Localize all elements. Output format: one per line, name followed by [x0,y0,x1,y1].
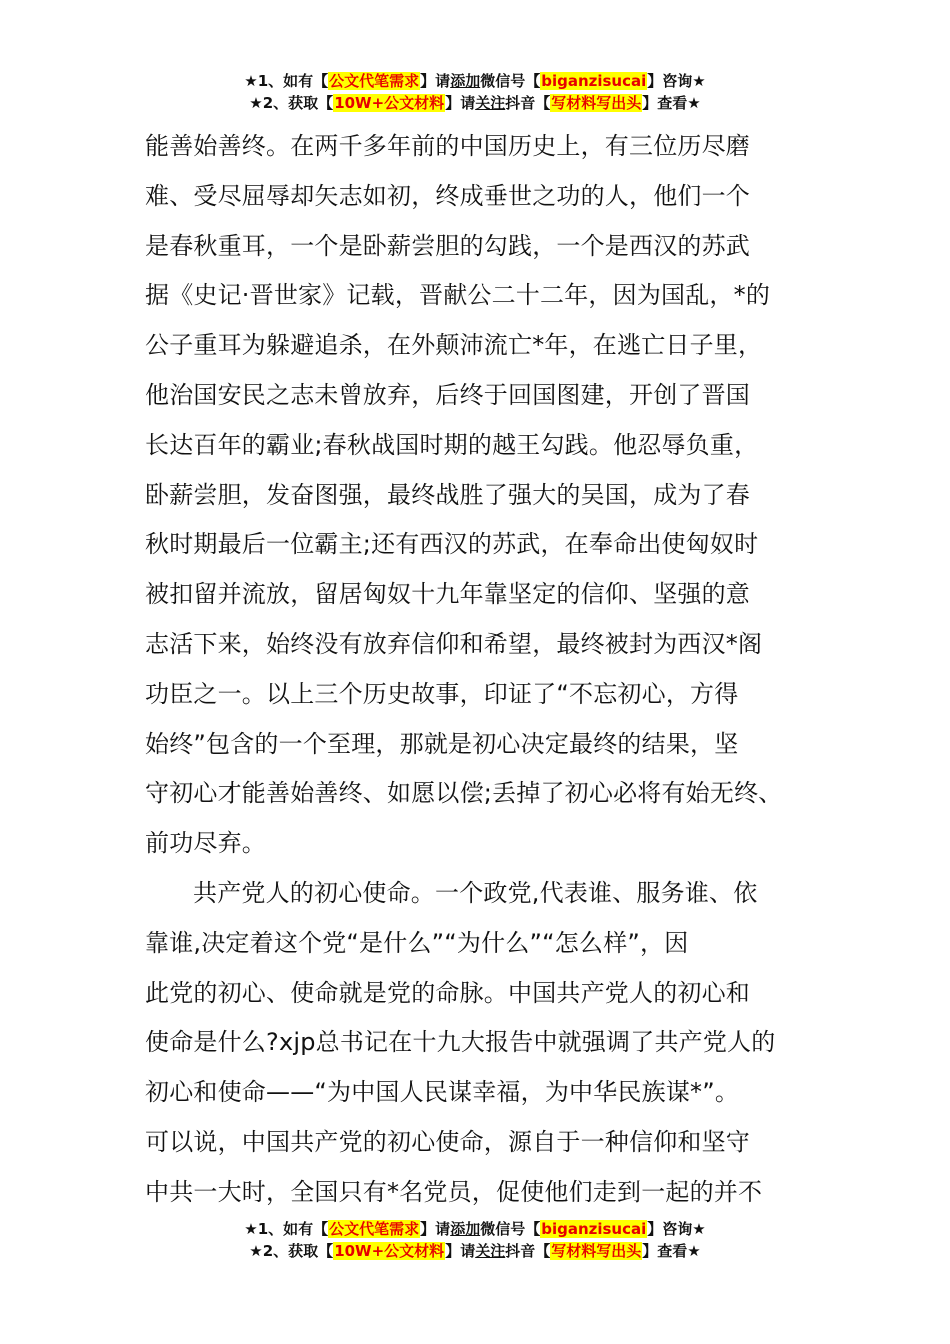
document-body [145,122,825,1218]
banner-line-1 [0,70,950,92]
text-line: 此党的初心、使命就是党的命脉。中国共产党人的初心和 [145,978,750,1007]
underlined-text: 添加 [450,1220,481,1238]
text-line: 使命是什么?xjp总书记在十九大报告中就强调了共产党人的 [145,1028,776,1057]
text-line: 靠谁,决定着这个党“是什么”“为什么”“怎么样”，因 [145,928,689,957]
banner-text: 】查看★ [642,94,701,112]
text-line: 前功尽弃。 [145,829,266,858]
banner-text: 】请 [420,1220,451,1238]
banner-line-2 [0,1240,950,1262]
banner-text: ★2、获取【 [249,94,334,112]
text-line: 被扣留并流放，留居匈奴十九年靠坚定的信仰、坚强的意 [145,580,750,609]
text-line: 守初心才能善始善终、如愿以偿;丢掉了初心必将有始无终、 [145,779,783,808]
header-banner [0,70,950,114]
banner-text: 】请 [445,1242,476,1260]
douyin-highlight: 写材料写出头 [551,94,642,112]
banner-text: 】请 [445,94,476,112]
banner-text: 】咨询★ [647,72,706,90]
douyin-highlight: 写材料写出头 [551,1242,642,1260]
highlight-text: 10W+公文材料 [334,1242,445,1260]
text-line: 他治国安民之志未曾放弃，后终于回国图建，开创了晋国 [145,380,750,409]
text-line: 据《史记·晋世家》记载，晋献公二十二年，因为国乱，*的 [145,281,771,310]
wechat-id-highlight: biganzisucai [541,1220,647,1238]
text-line: 志活下来，始终没有放弃信仰和希望，最终被封为西汉*阁 [145,629,763,658]
text-line: 初心和使命——“为中国人民谋幸福，为中华民族谋*”。 [145,1078,740,1107]
text-line: 长达百年的霸业;春秋战国时期的越王勾践。他忍辱负重， [145,430,759,459]
highlight-text: 10W+公文材料 [334,94,445,112]
banner-text: 抖音【 [505,94,551,112]
banner-text: ★1、如有【 [244,72,329,90]
banner-text: 】查看★ [642,1242,701,1260]
text-line: 可以说，中国共产党的初心使命，源自于一种信仰和坚守 [145,1127,750,1156]
text-line: 始终”包含的一个至理，那就是初心决定最终的结果，坚 [145,729,739,758]
text-line: 公子重耳为躲避追杀，在外颠沛流亡*年，在逃亡日子里， [145,331,763,360]
underlined-text: 关注 [475,94,506,112]
banner-text: ★1、如有【 [244,1220,329,1238]
banner-text: 】请 [420,72,451,90]
wechat-id-highlight: biganzisucai [541,72,647,90]
banner-text: 抖音【 [505,1242,551,1260]
text-line: 难、受尽屈辱却矢志如初，终成垂世之功的人，他们一个 [145,181,750,210]
text-line: 卧薪尝胆，发奋图强，最终战胜了强大的吴国，成为了春 [145,480,750,509]
banner-line-1 [0,1218,950,1240]
highlight-text: 公文代笔需求 [329,72,420,90]
banner-text: 微信号【 [480,1220,541,1238]
banner-text: 微信号【 [480,72,541,90]
footer-banner [0,1218,950,1262]
text-line: 能善始善终。在两千多年前的中国历史上，有三位历尽磨 [145,132,750,160]
text-line: 是春秋重耳，一个是卧薪尝胆的勾践，一个是西汉的苏武 [145,231,750,260]
text-line: 功臣之一。以上三个历史故事，印证了“不忘初心，方得 [145,679,739,708]
banner-text: 】咨询★ [647,1220,706,1238]
text-line: 秋时期最后一位霸主;还有西汉的苏武，在奉命出使匈奴时 [145,530,759,559]
underlined-text: 添加 [450,72,481,90]
banner-text: ★2、获取【 [249,1242,334,1260]
highlight-text: 公文代笔需求 [329,1220,420,1238]
text-line: 中共一大时，全国只有*名党员，促使他们走到一起的并不 [145,1177,763,1206]
banner-line-2 [0,92,950,114]
underlined-text: 关注 [475,1242,506,1260]
paragraph-start-line: 共产党人的初心使命。一个政党,代表谁、服务谁、依 [193,878,758,907]
